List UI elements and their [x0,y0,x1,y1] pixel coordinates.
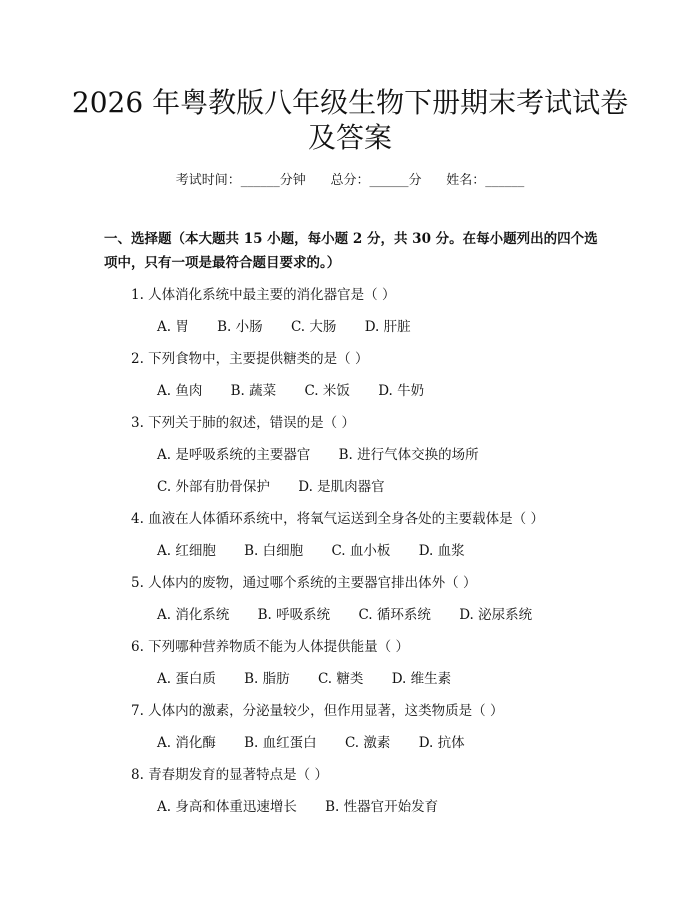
option-c: C. 循环系统 [358,607,431,623]
option-a: A. 身高和体重迅速增长 [157,799,297,815]
option-c: C. 米饭 [304,383,350,399]
question-8-options [157,795,438,815]
question-3-options-row1 [157,443,479,463]
section-heading-line1: 一、选择题（本大题共 15 小题，每小题 2 分，共 30 分。在每小题列出的四个选 [104,231,598,247]
option-c: C. 糖类 [317,671,364,687]
option-d: D. 泌尿系统 [459,607,533,623]
option-d: D. 是肌肉器官 [298,479,385,495]
option-a: A. 红细胞 [157,543,216,559]
question-3-options-row2 [157,475,385,495]
question-4: 4. 血液在人体循环系统中，将氧气运送到全身各处的主要载体是（ ） [131,511,544,527]
option-c: C. 激素 [344,735,391,751]
exam-title-line2: 及答案 [307,121,392,154]
option-a: A. 鱼肉 [157,383,203,399]
question-2: 2. 下列食物中，主要提供糖类的是（ ） [131,351,369,367]
question-6-options [157,667,451,687]
option-c: C. 大肠 [290,319,337,335]
question-3: 3. 下列关于肺的叙述，错误的是（ ） [131,415,355,431]
option-a: A. 蛋白质 [157,671,216,687]
question-2-options [157,379,424,399]
option-b: B. 性器官开始发育 [325,799,439,815]
option-b: B. 蔬菜 [230,383,277,399]
option-d: D. 抗体 [418,735,465,751]
option-b: B. 呼吸系统 [257,607,331,623]
option-d: D. 牛奶 [378,383,425,399]
option-b: B. 小肠 [217,319,263,335]
question-8: 8. 青春期发育的显著特点是（ ） [131,767,328,783]
exam-title-line1: 2026 年粤教版八年级生物下册期末考试试卷 [71,86,629,119]
question-1-options [157,315,411,335]
question-7-options [157,731,465,751]
option-d: D. 肝脏 [364,319,411,335]
option-a: A. 消化酶 [157,735,216,751]
option-c: C. 外部有肋骨保护 [157,479,270,495]
question-4-options [157,539,465,559]
option-c: C. 血小板 [331,543,391,559]
option-b: B. 白细胞 [244,543,304,559]
section-heading-line2: 项中，只有一项是最符合题目要求的。） [104,255,341,271]
question-7: 7. 人体内的激素，分泌量较少，但作用显著，这类物质是（ ） [131,703,504,719]
question-5: 5. 人体内的废物，通过哪个系统的主要器官排出体外（ ） [131,575,477,591]
exam-meta-info: 考试时间：______分钟 总分：______分 姓名：______ [175,173,525,188]
question-5-options [157,603,532,623]
option-a: A. 胃 [157,319,189,335]
option-d: D. 维生素 [391,671,452,687]
question-6: 6. 下列哪种营养物质不能为人体提供能量（ ） [131,639,409,655]
option-a: A. 消化系统 [157,607,230,623]
option-b: B. 血红蛋白 [244,735,317,751]
option-b: B. 进行气体交换的场所 [338,447,479,463]
option-d: D. 血浆 [418,543,465,559]
option-b: B. 脂肪 [244,671,290,687]
option-a: A. 是呼吸系统的主要器官 [157,447,311,463]
question-1: 1. 人体消化系统中最主要的消化器官是（ ） [131,287,396,303]
